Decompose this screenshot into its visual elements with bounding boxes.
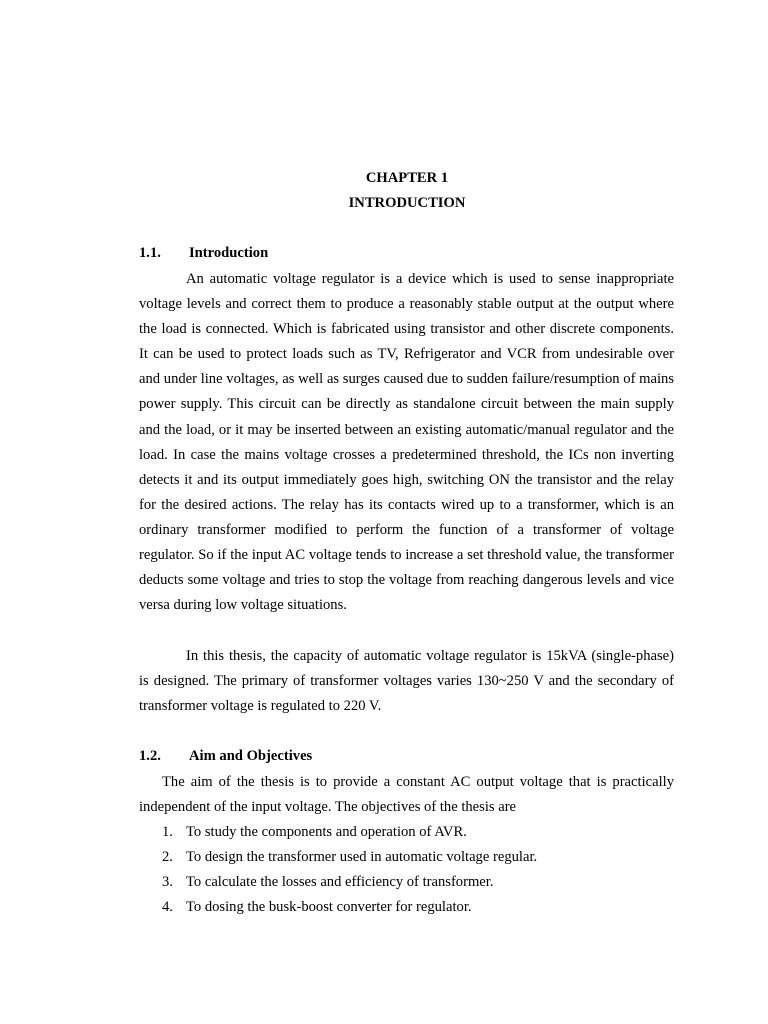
- section-heading-introduction: [139, 245, 268, 262]
- intro-paragraph-1: An automatic voltage regulator is a device which is used to sense inappropriate voltage levels and correct them to produce a reasonably stable output at the output where the load is connected. Which is fabricated using transistor and other discrete components. It can be used to protect loads such as TV, Refrigerator and VCR from undesirable over and under line voltages, as well as surges caused due to sudden failure/resumption of mains power supply. This circuit can be directly as standalone circuit between the main supply and the load, or it may be inserted between an existing automatic/manual regulator and the load. In case the mains voltage crosses a predetermined threshold, the ICs non inverting detects it and its output immediately goes high, switching ON the transistor and the relay for the desired actions. The relay has its contacts wired up to a transformer, which is an ordinary transformer modified to perform the function of a transformer of voltage regulator. So if the input AC voltage tends to increase a set threshold value, the transformer deducts some voltage and tries to stop the voltage from reaching dangerous levels and vice versa during low voltage situations.: [139, 271, 674, 614]
- list-item-text: To dosing the busk-boost converter for regulator.: [186, 899, 472, 916]
- section-title: Introduction: [189, 245, 269, 261]
- section-number: 1.2.: [139, 748, 161, 764]
- intro-paragraph-2: In this thesis, the capacity of automatic voltage regulator is 15kVA (single-phase) is designed. The primary of transformer voltages varies 130~250 V and the secondary of transformer voltage is regulated to 220 V.: [139, 648, 674, 715]
- objectives-list: [139, 820, 674, 920]
- list-item: [139, 895, 674, 920]
- list-item: [139, 845, 674, 870]
- section-title: Aim and Objectives: [189, 748, 313, 764]
- section-number: 1.1.: [139, 245, 161, 261]
- list-item: [139, 820, 674, 845]
- list-item-number: 1.: [162, 824, 173, 840]
- list-item-text: To study the components and operation of AVR.: [186, 824, 467, 840]
- list-item-number: 2.: [162, 849, 173, 866]
- list-item-text: To design the transformer used in automatic voltage regular.: [186, 849, 538, 866]
- section-heading-aim-objectives: [139, 748, 312, 765]
- list-item-text: To calculate the losses and efficiency of transformer.: [186, 874, 494, 891]
- chapter-label: CHAPTER 1: [365, 170, 449, 186]
- aim-paragraph: The aim of the thesis is to provide a constant AC output voltage that is practically independent of the input voltage. The objectives of the thesis are: [139, 774, 674, 816]
- list-item-number: 4.: [162, 899, 173, 916]
- list-item-number: 3.: [162, 874, 173, 891]
- list-item: [139, 870, 674, 895]
- chapter-title: INTRODUCTION: [348, 195, 466, 211]
